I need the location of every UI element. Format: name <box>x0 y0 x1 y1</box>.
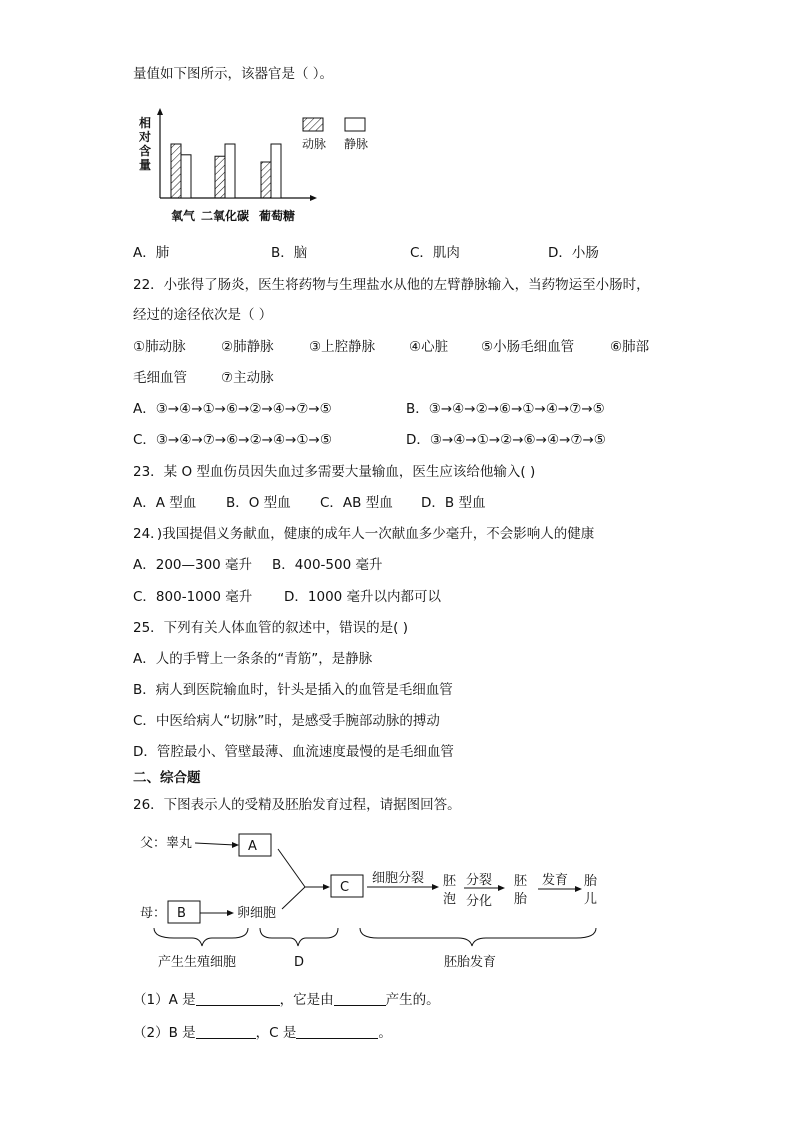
q22-item-5: ⑤小肠毛细血管 <box>481 339 575 355</box>
arrow-father <box>195 843 235 845</box>
q21-option-b[interactable]: B．脑 <box>271 245 308 261</box>
q22-option-c[interactable]: C．③→④→⑦→⑥→②→④→①→⑤ <box>133 432 332 448</box>
q23-option-c[interactable]: C．AB 型血 <box>320 495 393 511</box>
label-gametes: 产生生殖细胞 <box>158 955 237 970</box>
brace-development <box>360 928 596 946</box>
embryo-char-2: 胎 <box>514 892 528 907</box>
q22-option-a[interactable]: A．③→④→①→⑥→②→④→⑦→⑤ <box>133 401 332 417</box>
develop-label: 发育 <box>542 873 569 888</box>
box-c-label: C <box>340 880 350 895</box>
q22-item-6: ⑥肺部 <box>610 339 650 355</box>
bar-artery-2 <box>215 156 225 198</box>
embryo-char-1: 胚 <box>514 874 528 889</box>
bar-vein-1 <box>181 155 191 198</box>
q26-sub1 <box>133 990 440 1010</box>
x-tick-label-3: 葡萄糖 <box>259 209 296 223</box>
q22-item-1: ①肺动脉 <box>133 339 186 355</box>
label-d: D <box>294 955 305 970</box>
q22-item-4: ④心脏 <box>409 339 449 355</box>
q21-bar-chart <box>133 108 393 238</box>
y-axis-label-char-1: 相 <box>139 116 152 130</box>
q22-stem-line1: 22．小张得了肠炎，医生将药物与生理盐水从他的左臂静脉输入，当药物运至小肠时， <box>133 277 650 293</box>
legend-swatch-vein <box>345 118 365 131</box>
q24-option-a[interactable]: A．200—300 毫升 <box>133 557 253 573</box>
merge-line-bottom <box>282 887 305 909</box>
divide-label: 分裂 <box>466 873 493 888</box>
bar-vein-2 <box>225 144 235 198</box>
q26-sub2 <box>133 1023 392 1043</box>
box-b-label: B <box>177 906 186 921</box>
blastocyst-char-2: 泡 <box>443 892 457 907</box>
q21-stem: 量值如下图所示，该器官是（ ）。 <box>133 66 334 82</box>
box-a-label: A <box>248 839 257 854</box>
q26-sub1-part3: 产生的。 <box>385 992 440 1008</box>
q24-stem: 24．)我国提倡义务献血，健康的成年人一次献血多少毫升，不会影响人的健康 <box>133 526 595 542</box>
q21-option-d[interactable]: D．小肠 <box>548 245 599 261</box>
q26-sub2-blank1[interactable] <box>196 1024 256 1039</box>
q22-item-7: ⑦主动脉 <box>221 370 274 386</box>
x-tick-label-1: 氧气 <box>171 209 196 223</box>
q23-option-b[interactable]: B．O 型血 <box>226 495 291 511</box>
q26-sub1-blank2[interactable] <box>334 991 386 1006</box>
q22-item-3: ③上腔静脉 <box>309 339 376 355</box>
blastocyst-char-1: 胚 <box>443 874 457 889</box>
x-axis-arrow <box>310 195 317 201</box>
bar-artery-3 <box>261 162 271 198</box>
bar-artery-1 <box>171 144 181 198</box>
q26-sub2-part1: （2）B 是 <box>133 1025 196 1041</box>
q26-sub1-blank1[interactable] <box>196 991 280 1006</box>
q24-option-c[interactable]: C．800-1000 毫升 <box>133 589 253 605</box>
label-development: 胚胎发育 <box>444 955 497 970</box>
q22-option-b[interactable]: B．③→④→②→⑥→①→④→⑦→⑤ <box>406 401 605 417</box>
q26-sub2-part3: 。 <box>378 1025 392 1041</box>
q26-sub1-part1: （1）A 是 <box>133 992 196 1008</box>
q22-stem-line2: 经过的途径依次是（ ） <box>133 307 273 323</box>
x-tick-label-2: 二氧化碳 <box>201 209 250 223</box>
q21-option-c[interactable]: C．肌肉 <box>410 245 460 261</box>
egg-label: 卵细胞 <box>237 906 277 921</box>
y-axis-arrow <box>157 108 163 115</box>
q25-option-d[interactable]: D．管腔最小、管壁最薄、血流速度最慢的是毛细血管 <box>133 744 454 760</box>
q25-option-b[interactable]: B．病人到医院输血时，针头是插入的血管是毛细血管 <box>133 682 453 698</box>
q22-option-d[interactable]: D．③→④→①→②→⑥→④→⑦→⑤ <box>406 432 606 448</box>
q26-stem: 26．下图表示人的受精及胚胎发育过程，请据图回答。 <box>133 797 461 813</box>
q25-option-c[interactable]: C．中医给病人“切脉”时，是感受手腕部动脉的搏动 <box>133 713 440 729</box>
father-label: 父：睾丸 <box>140 836 193 851</box>
q21-option-a[interactable]: A．肺 <box>133 245 170 261</box>
bar-vein-3 <box>271 144 281 198</box>
q24-option-d[interactable]: D．1000 毫升以内都可以 <box>284 589 442 605</box>
brace-d <box>260 928 338 946</box>
legend-label-artery: 动脉 <box>302 137 327 151</box>
cell-division-label: 细胞分裂 <box>372 871 425 886</box>
legend-label-vein: 静脉 <box>344 137 369 151</box>
q23-option-a[interactable]: A．A 型血 <box>133 495 197 511</box>
merge-line-top <box>278 849 305 887</box>
fetus-char-1: 胎 <box>584 874 598 889</box>
section-heading: 二、综合题 <box>133 770 201 786</box>
brace-gametes <box>154 928 248 946</box>
q22-item-6-cont: 毛细血管 <box>133 370 187 386</box>
q23-stem: 23．某 O 型血伤员因失血过多需要大量输血，医生应该给他输入( ) <box>133 464 536 480</box>
q26-sub1-part2: ，它是由 <box>279 992 334 1008</box>
mother-label: 母： <box>140 906 167 921</box>
fetus-char-2: 儿 <box>584 892 598 907</box>
legend-swatch-artery <box>303 118 323 131</box>
q26-sub2-blank2[interactable] <box>296 1024 378 1039</box>
q25-stem: 25．下列有关人体血管的叙述中，错误的是( ) <box>133 620 409 636</box>
y-axis-label-char-3: 含 <box>139 144 152 158</box>
y-axis-label-char-2: 对 <box>139 130 152 144</box>
q26-sub2-part2: ，C 是 <box>255 1025 297 1041</box>
q23-option-d[interactable]: D．B 型血 <box>421 495 486 511</box>
y-axis-label-char-4: 量 <box>139 158 152 172</box>
differentiate-label: 分化 <box>466 894 493 909</box>
q24-option-b[interactable]: B．400-500 毫升 <box>272 557 383 573</box>
q26-diagram <box>140 825 620 975</box>
q25-option-a[interactable]: A．人的手臂上一条条的“青筋”，是静脉 <box>133 651 373 667</box>
q22-item-2: ②肺静脉 <box>221 339 274 355</box>
